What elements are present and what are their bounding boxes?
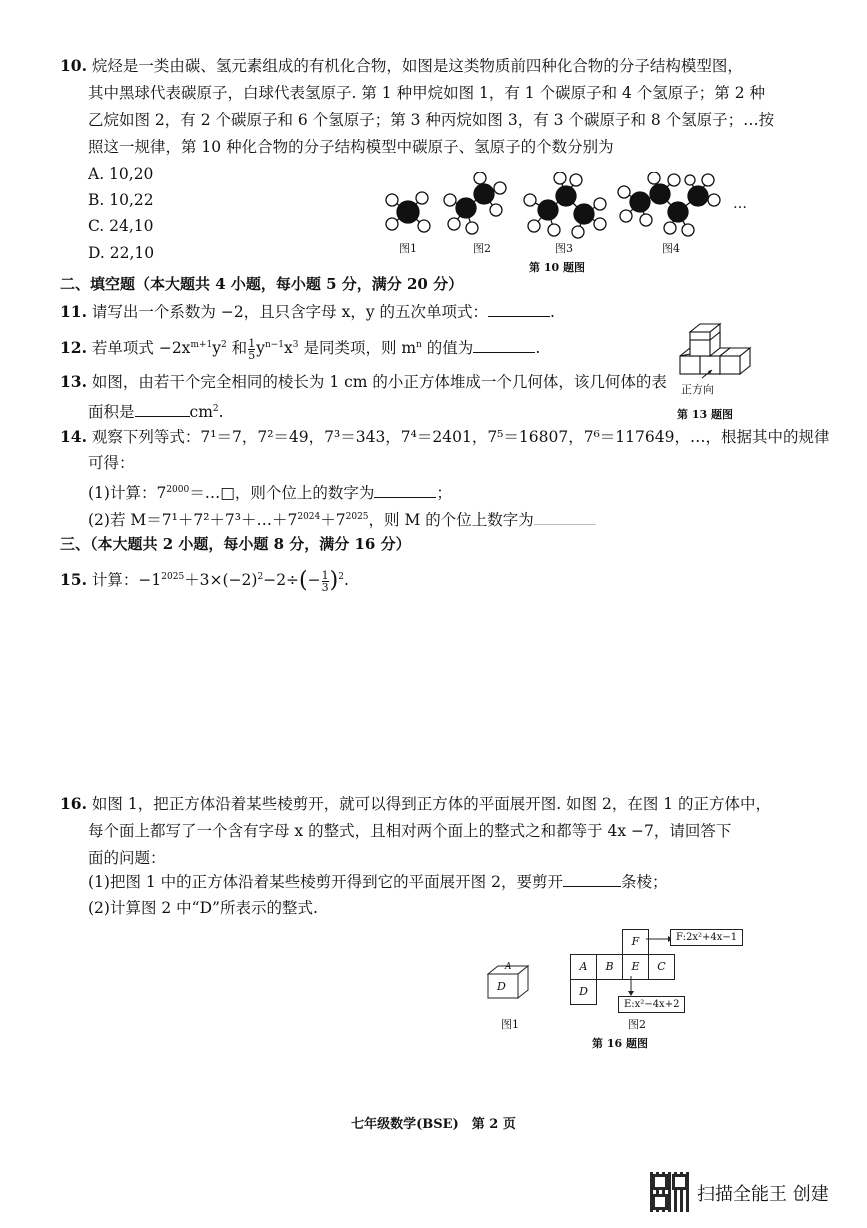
- q12-part-c: 和: [226, 339, 248, 358]
- cube-face-d: D: [497, 980, 506, 993]
- q16-line3: 面的问题：: [88, 849, 166, 867]
- q15-fraction: [322, 570, 329, 593]
- q12-end: .: [535, 339, 541, 358]
- q12-part-b: y: [212, 339, 222, 358]
- ethane-model: [444, 172, 506, 234]
- q14-p1b: ＝…□，则个位上的数字为: [189, 484, 375, 503]
- qr-code-icon: [650, 1172, 690, 1212]
- q10-ellipsis: …: [733, 196, 747, 212]
- section-2-heading: 二、填空题（本大题共 4 小题，每小题 5 分，满分 20 分）: [60, 275, 464, 293]
- net-cell-c: C: [648, 954, 675, 980]
- q14-p2c: ，则 M 的个位上数字为: [368, 511, 534, 530]
- q13-caption: 第 13 题图: [677, 408, 733, 421]
- page-footer: 七年级数学(BSE) 第 2 页: [351, 1117, 516, 1132]
- q14-part1-blank[interactable]: [374, 481, 436, 498]
- fig4-label: 图4: [662, 242, 680, 255]
- q12-number: 12.: [60, 338, 87, 358]
- q14-line2: 可得：: [88, 454, 135, 472]
- cube-face-a: A: [505, 962, 512, 972]
- q15-part-b: ＋3×(−2): [184, 571, 258, 590]
- q16-label-e: E:x²−4x+2: [618, 996, 685, 1013]
- q10-line1: [60, 55, 743, 77]
- q12-part-d: y: [256, 339, 265, 358]
- q14-number: 14.: [60, 427, 87, 446]
- q12-sup-e: 3: [292, 340, 299, 350]
- q16-text1: 如图 1，把正方体沿着某些棱剪开，就可以得到正方体的平面展开图. 如图 2，在图 1 的正方体中，: [91, 795, 772, 813]
- q12-sup-a: m+1: [190, 340, 213, 350]
- q16-fig1-label: 图1: [501, 1018, 519, 1031]
- q12-frac-num: 1: [248, 336, 256, 350]
- q10-option-a: A. 10,20: [88, 165, 154, 183]
- q14-p2-sup2: 2025: [345, 512, 369, 522]
- q16-caption: 第 16 题图: [592, 1037, 648, 1050]
- q13-text2a: 面积是: [88, 403, 135, 422]
- q11-number: 11.: [60, 302, 87, 321]
- q16-line1: [60, 793, 771, 815]
- q12-part-e: x: [284, 339, 293, 358]
- fig2-label: 图2: [473, 242, 491, 255]
- q12-part-f: 是同类项，则 m: [298, 339, 417, 358]
- q13-line2: [88, 398, 224, 423]
- q10-line3: 乙烷如图 2，有 2 个碳原子和 6 个氢原子；第 3 种丙烷如图 3，有 3 个碳原子和 8 个氢原子；…按: [88, 111, 775, 129]
- q13-unit: cm: [189, 403, 213, 422]
- q13-answer-blank[interactable]: [135, 400, 190, 417]
- q16-down-arrow: [626, 974, 638, 998]
- q15-frac-num: 1: [321, 568, 329, 582]
- q16-label-f: F:2x²+4x−1: [670, 929, 743, 946]
- q10-option-d: D. 22,10: [88, 244, 155, 262]
- q11: [60, 300, 555, 323]
- net-cell-a: A: [570, 954, 597, 980]
- q16-fig2-label: 图2: [628, 1018, 646, 1031]
- q12-sup-f: n: [416, 340, 422, 350]
- q10-line2: 其中黑球代表碳原子，白球代表氢原子. 第 1 种甲烷如图 1，有 1 个碳原子和 4 个氢原子；第 2 种: [88, 84, 766, 102]
- q14-p1-sup: 2000: [166, 485, 190, 495]
- net-cell-f: F: [622, 929, 649, 955]
- q15-end: .: [343, 571, 349, 590]
- q14-p1c: ；: [436, 484, 452, 503]
- fig1-label: 图1: [399, 242, 417, 255]
- q10-option-c: C. 24,10: [88, 217, 154, 235]
- q10-text1: 烷烃是一类由碳、氢元素组成的有机化合物，如图是这类物质前四种化合物的分子结构模型图，: [91, 57, 743, 75]
- q13-line1: [60, 371, 667, 393]
- q14-text1: 观察下列等式：7¹＝7，7²＝49，7³＝343，7⁴＝2401，7⁵＝16807，7⁶＝117649，…，根据其中的规律: [91, 428, 830, 446]
- q13-unit-sup: 2: [212, 404, 219, 414]
- q10-number: 10.: [60, 56, 87, 75]
- q16-part2: (2)计算图 2 中“D”所表示的整式.: [88, 899, 318, 917]
- q12-fraction: [248, 338, 255, 361]
- q15-sup-b: 2: [257, 572, 264, 582]
- q13-direction-label: 正方向: [681, 383, 714, 396]
- q11-end: .: [550, 303, 555, 321]
- q15-paren-right: ): [329, 568, 339, 594]
- q16-line2: 每个面上都写了一个含有字母 x 的整式，且相对两个面上的整式之和都等于 4x −7，请回答下: [88, 822, 732, 840]
- q10-molecule-figures: [378, 172, 768, 252]
- q16-number: 16.: [60, 794, 87, 813]
- q13-cube-figure: [672, 318, 752, 380]
- q14-line1: [60, 426, 829, 448]
- q10-caption: 第 10 题图: [529, 261, 585, 274]
- q12-sup-d: n−1: [264, 340, 285, 350]
- q14-p1a: (1)计算：7: [88, 484, 167, 503]
- net-cell-b: B: [596, 954, 623, 980]
- q13-text1: 如图，由若干个完全相同的棱长为 1 cm 的小正方体堆成一个几何体，该几何体的表: [91, 373, 667, 391]
- q14-part1: [88, 479, 452, 504]
- q10-line4: 照这一规律，第 10 种化合物的分子结构模型中碳原子、氢原子的个数分别为: [88, 138, 614, 156]
- q15-paren-left: (: [299, 568, 308, 594]
- net-cell-e: E: [622, 954, 649, 980]
- q13-number: 13.: [60, 372, 87, 391]
- q14-p2-sup1: 2024: [297, 512, 321, 522]
- q12-part-a: 若单项式 −2x: [91, 339, 191, 358]
- q15-part-c: −2÷: [263, 571, 300, 590]
- watermark-text: 扫描全能王 创建: [697, 1184, 829, 1205]
- q15-number: 15.: [60, 570, 87, 590]
- q15: 15. 计算：$-1^{2025}+3\times(-2)^2-2\div(-$ $\frac{1}{3}$ )$^2$.: [60, 568, 349, 594]
- q11-text: 请写出一个系数为 −2，且只含字母 x，y 的五次单项式：: [91, 303, 489, 321]
- section-3-heading: 三、（本大题共 2 小题，每小题 8 分，满分 16 分）: [60, 535, 411, 553]
- q16-p1b: 条棱；: [620, 873, 668, 891]
- net-cell-d: D: [570, 979, 597, 1005]
- q12-answer-blank[interactable]: [473, 336, 535, 353]
- q14-p2b: ＋7: [320, 511, 346, 530]
- q15-sup-a: 2025: [161, 572, 185, 582]
- q15-part-a: 计算：−1: [91, 571, 162, 590]
- propane-model: [524, 172, 606, 238]
- q15-frac-den: 3: [321, 580, 329, 594]
- q13-end: .: [218, 403, 224, 422]
- q12-frac-den: 5: [248, 348, 256, 362]
- q12-part-g: 的值为: [421, 339, 474, 358]
- q16-p1a: (1)把图 1 中的正方体沿着某些棱剪开得到它的平面展开图 2，要剪开: [88, 873, 563, 891]
- q14-part2-blank[interactable]: [534, 508, 596, 525]
- butane-model: [618, 172, 720, 236]
- q16-part1: [88, 870, 667, 893]
- q16-net-arrows: [640, 934, 674, 1004]
- q12: [60, 334, 540, 361]
- q14-part2: [88, 506, 596, 531]
- methane-model: [386, 192, 430, 232]
- q15-sup-d: 2: [338, 572, 344, 582]
- q10-option-b: B. 10,22: [88, 191, 154, 209]
- q16-part1-blank[interactable]: [563, 870, 621, 887]
- q11-answer-blank[interactable]: [488, 300, 550, 317]
- fig3-label: 图3: [555, 242, 573, 255]
- q12-sup-b: 2: [221, 340, 227, 350]
- q14-p2a: (2)若 M＝7¹＋7²＋7³＋…＋7: [88, 511, 298, 530]
